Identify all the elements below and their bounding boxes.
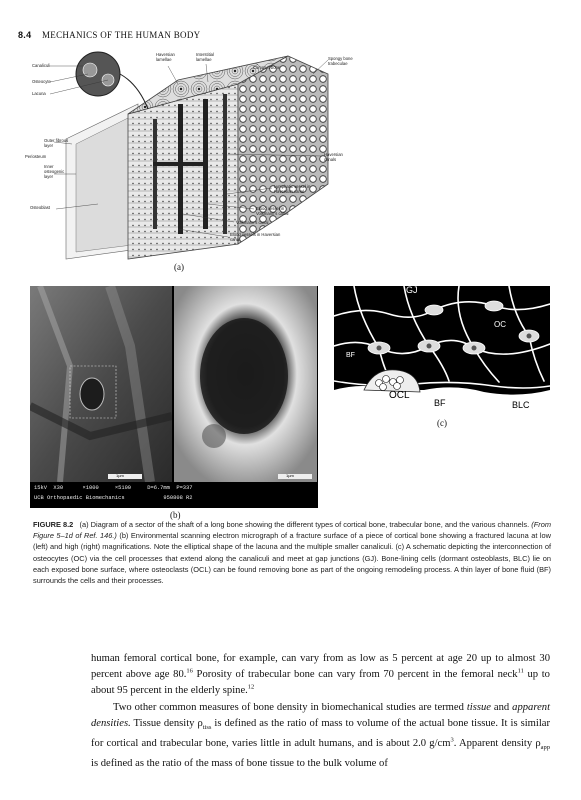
p2-a: Two other common measures of bone density in biomechanical studies are termed xyxy=(113,701,467,713)
panel-label-b: (b) xyxy=(170,510,181,520)
p2-e: . Apparent density ρ xyxy=(453,738,541,750)
paragraph-1 xyxy=(91,651,550,700)
scale-label-right: 1µm xyxy=(286,473,294,478)
label-oc: OC xyxy=(494,320,506,329)
label-interstitial-lamellae: Interstitial lamellae xyxy=(196,52,214,62)
label-periosteum: Periosteum xyxy=(25,154,47,159)
running-title: MECHANICS OF THE HUMAN BODY xyxy=(41,30,201,40)
label-haversian-lamellae: Haversian lamellae xyxy=(156,52,175,62)
p2-b: and xyxy=(491,701,513,713)
label-gj: GJ xyxy=(406,286,418,295)
label-blood-vessel-volkmann: Blood vessel in Volkmann's canal xyxy=(256,206,289,216)
p1-end: up to about 95 percent in the elderly spine. xyxy=(91,669,550,697)
label-ocl: OCL xyxy=(389,390,410,401)
label-outer-fibrous: Outer fibrous layer xyxy=(44,138,69,148)
p2-f: is defined as the ratio of the mass of bone tissue to the bulk volume of xyxy=(91,758,388,770)
term-tissue: tissue xyxy=(466,701,491,713)
sem-micrograph-high xyxy=(174,286,317,482)
body-text xyxy=(91,651,550,773)
figure-caption xyxy=(33,519,551,586)
label-osteoblast: Osteoblast xyxy=(30,205,51,210)
paragraph-2 xyxy=(91,700,550,773)
figure-id: FIGURE 8.2 xyxy=(33,520,74,529)
panel-label-c: (c) xyxy=(437,418,447,428)
label-lymphatic-vessel: Lymphatic vessel in Haversian canal xyxy=(274,184,311,194)
p2-d: is defined as the ratio of mass to volume of the actual bone tissue. It is similar for cortical and trabecular bone, varies little in adult humans, and is about 2.0 g/cm xyxy=(91,717,550,750)
sem-micrograph-low xyxy=(30,286,172,482)
scale-bar-right xyxy=(278,474,312,479)
label-blc: BLC xyxy=(512,400,530,410)
ref-16: 16 xyxy=(186,667,193,675)
p1-start: human femoral cortical bone, for example, can vary from as low as 5 percent at age 20 up to almost 30 percent above age 80. xyxy=(91,653,550,681)
label-inner-osteogenic: Inner osteogenic layer xyxy=(44,164,65,179)
p2-c: Tissue density ρ xyxy=(130,717,203,729)
caption-part-c: (c) A schematic depicting the interconnection of osteocytes (OC) via the cell processes that extend along the canaliculi and meet at gap junctions (GJ). Bone-lining cells (dormant osteoblasts, BLC) lie on each exposed bone surface, where osteoclasts (OCL) can be found removing bone as part of the ongoing remodeling process. A thin layer of bone fluid (BF) surrounds the cells and their processes. xyxy=(33,542,551,586)
caption-part-a: (a) Diagram of a sector of the shaft of a long bone showing the different types of cortical bone, trabecular bone, and the various channels. xyxy=(79,520,530,529)
scale-bar-left xyxy=(108,474,142,479)
page-number: 8.4 xyxy=(18,30,32,40)
running-header xyxy=(18,30,200,40)
sup-3: 3 xyxy=(450,736,454,744)
caption-part-b: (b) Environmental scanning electron micrograph of a fracture surface of a piece of cortical bone showing a fractured lacuna at low (left) and high (right) magnifications. Note the elliptical shape of the lacuna and the multiple smaller canaliculi. xyxy=(33,531,551,552)
p1-mid: Porosity of trabecular bone can vary from 70 percent in the femoral neck xyxy=(192,669,518,681)
label-haversian-canals: Haversian canals xyxy=(324,152,343,162)
sub-tiss: tiss xyxy=(202,723,212,731)
ref-11: 11 xyxy=(517,667,524,675)
figure-b xyxy=(30,286,318,508)
label-osteocyte: Osteocyte xyxy=(32,79,51,84)
ref-12: 12 xyxy=(247,683,255,691)
sem-info-line-2: UCB Orthopaedic Biomechanics 950808 R2 xyxy=(34,495,193,501)
label-spongy-bone: Spongy bone trabeculae xyxy=(328,56,353,66)
label-bf-2: BF xyxy=(434,398,446,408)
sub-app: app xyxy=(540,744,550,752)
label-lacuna: Lacuna xyxy=(32,91,46,96)
figure-a xyxy=(25,44,368,272)
label-compact-bone: Compact bone xyxy=(253,65,281,70)
sem-divider xyxy=(172,286,174,482)
scale-label-left: 1µm xyxy=(116,473,124,478)
bone-sector-diagram xyxy=(28,44,368,272)
osteocyte-network-schematic xyxy=(334,286,550,414)
sem-info-line-1: 15kV X30 ×1000 ×5100 D=6.7mm P=337 xyxy=(34,485,193,491)
label-volkmann-canal: Volkmann's canal xyxy=(236,220,269,225)
figure-c xyxy=(334,286,550,414)
label-blood-vessels-haversian: Blood vessels in Haversian canal xyxy=(230,232,281,242)
label-bf: BF xyxy=(346,352,355,359)
panel-label-a: (a) xyxy=(174,262,184,272)
term-apparent: apparent densities. xyxy=(91,701,551,729)
label-canaliculi: Canaliculi xyxy=(32,63,51,68)
caption-source: (From Figure 5–1d of Ref. 146.) xyxy=(33,520,551,541)
